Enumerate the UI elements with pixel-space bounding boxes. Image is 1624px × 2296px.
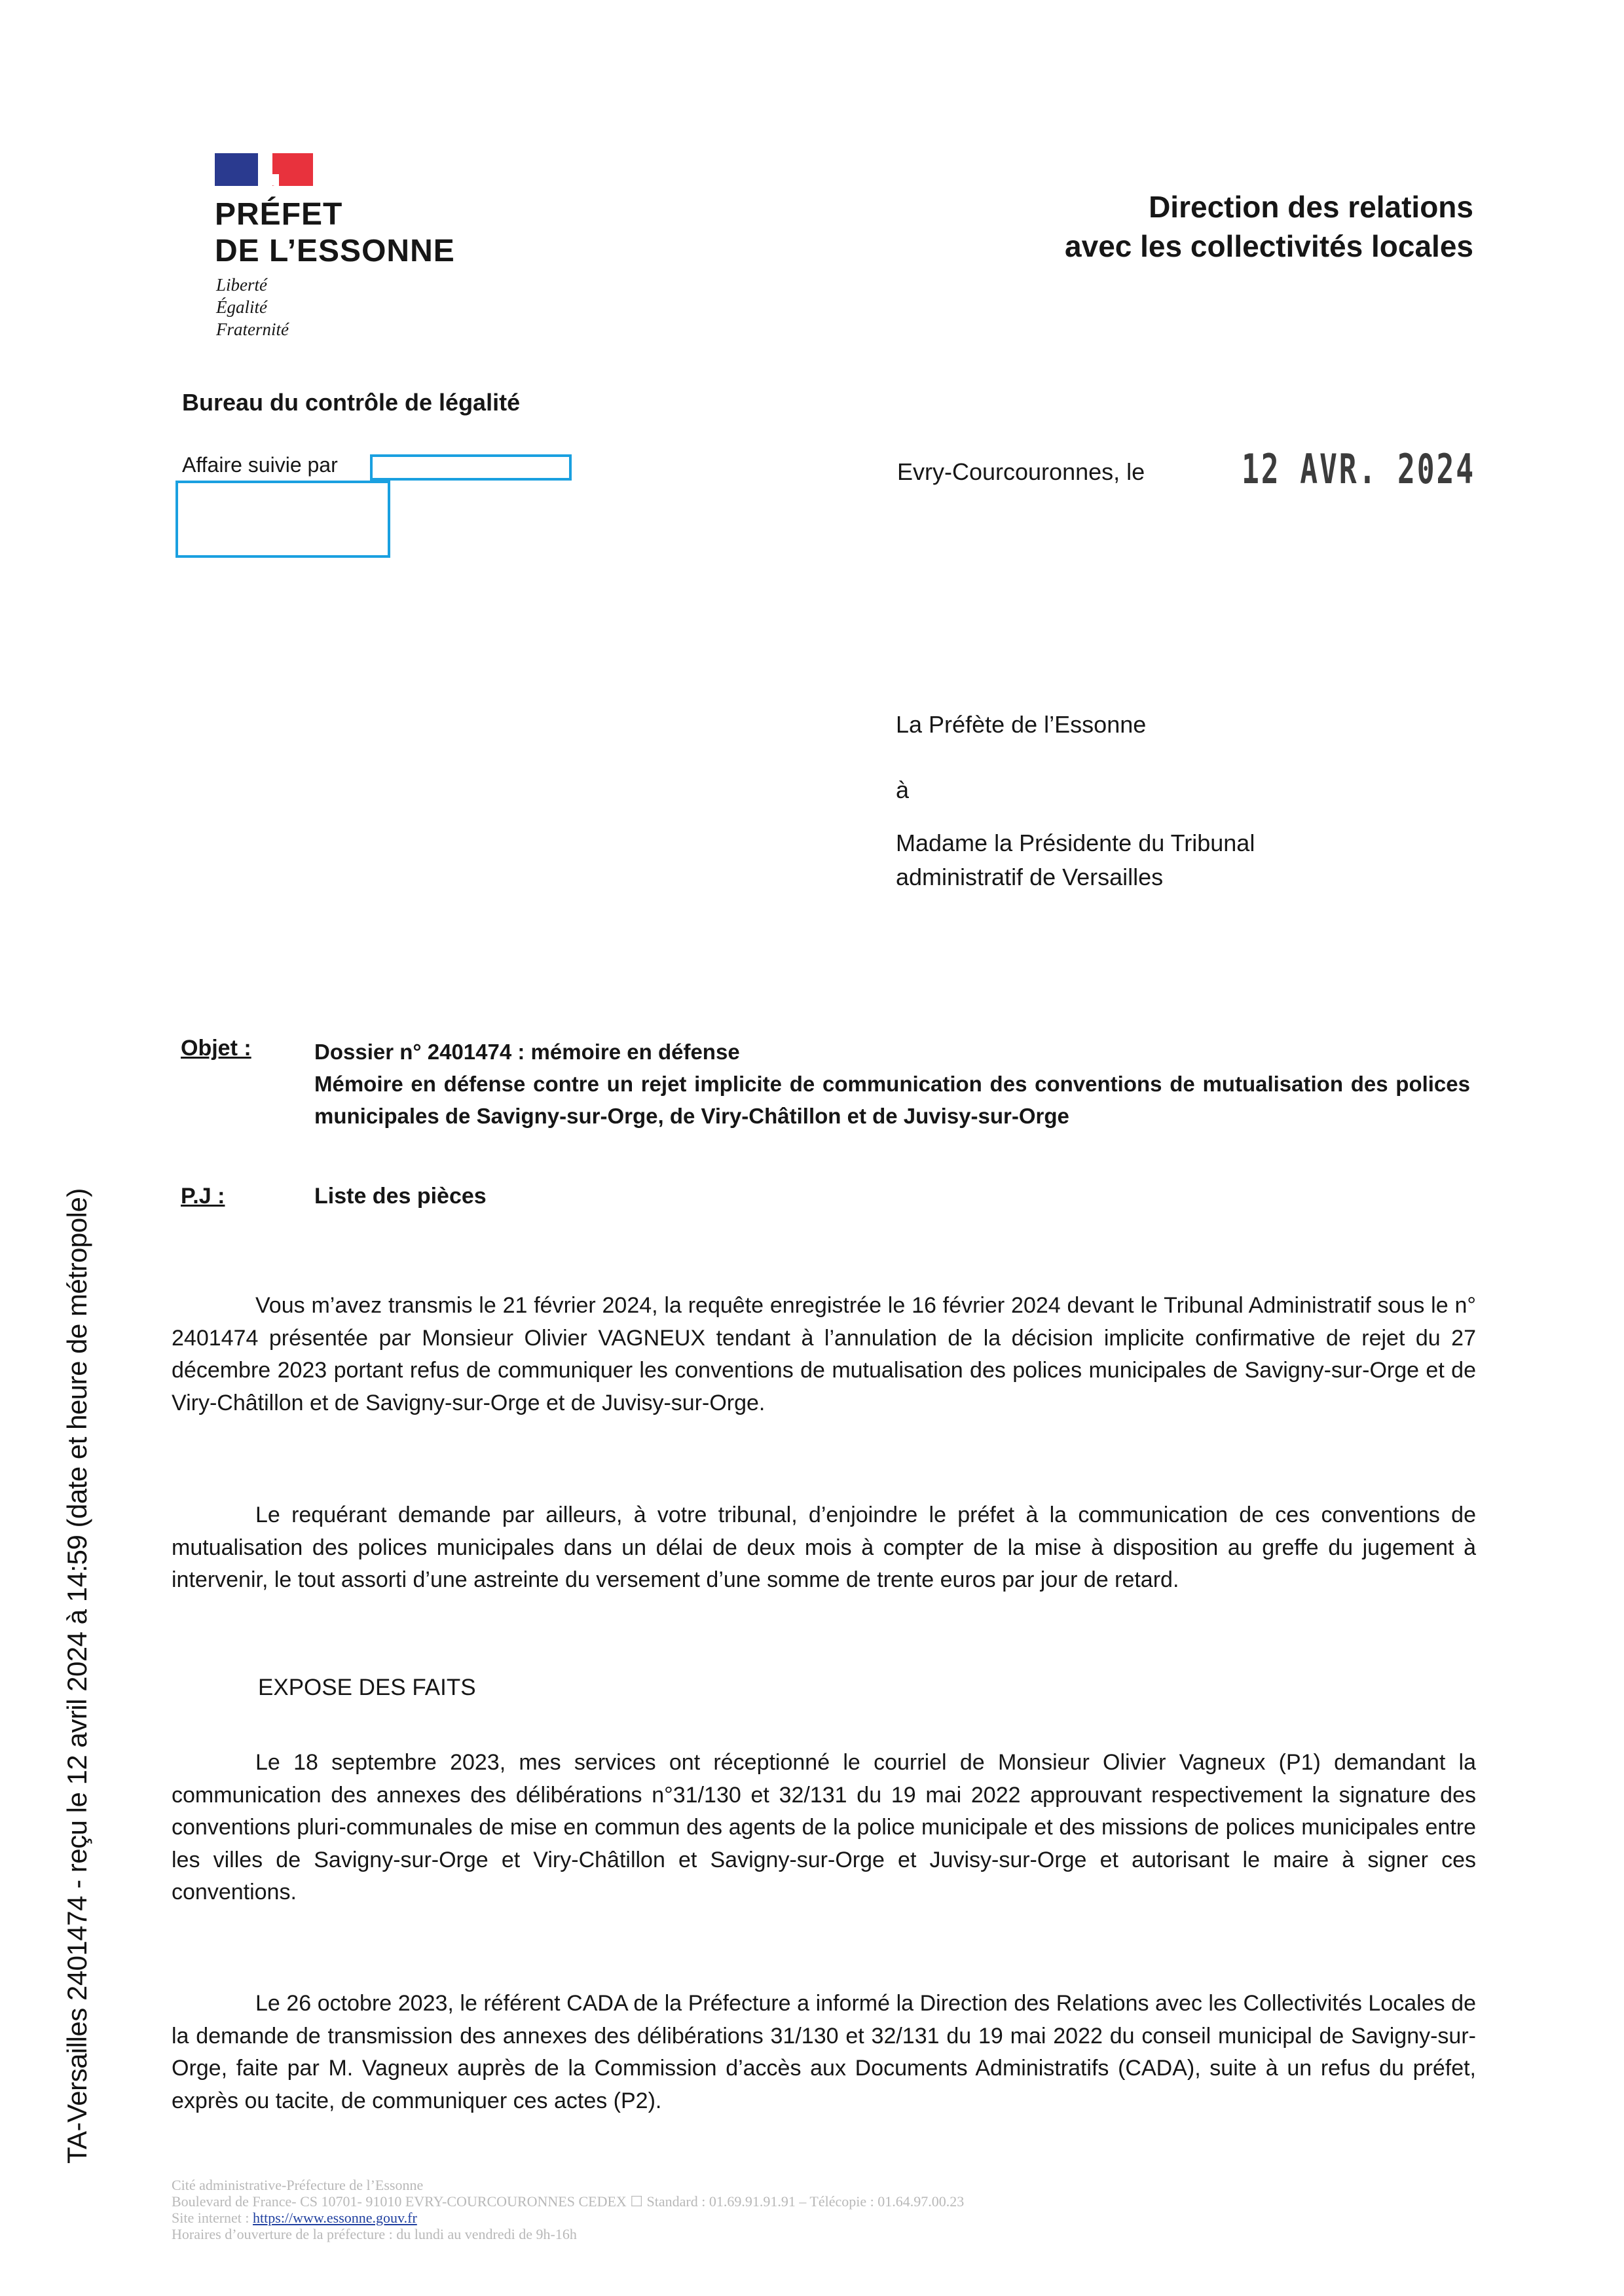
- objet-line1: Dossier n° 2401474 : mémoire en défense: [314, 1040, 740, 1064]
- objet-text: [314, 1036, 1470, 1132]
- website-link[interactable]: https://www.essonne.gouv.fr: [253, 2210, 417, 2226]
- recipient-line2: administratif de Versailles: [896, 864, 1164, 890]
- body-paragraph-3: [172, 1747, 1476, 1909]
- direction-line1: Direction des relations: [1149, 190, 1473, 224]
- motto-liberte: Liberté: [216, 275, 267, 295]
- sender: La Préfète de l’Essonne: [896, 711, 1147, 738]
- affaire-suivie-label: Affaire suivie par: [182, 453, 338, 477]
- paragraph-text: Vous m’avez transmis le 21 février 2024, la requête enregistrée le 16 février 2024 devant le Tribunal Administratif sous le n° 2401474 présentée par Monsieur Olivier VAGNEUX tendant à l’annulation de la décision implicite confirmative de rejet du 27 décembre 2023 portant refus de communiquer les conventions de mutualisation des polices municipales de Savigny-sur-Orge et de Viry-Châtillon et de Savigny-sur-Orge et de Juvisy-sur-Orge.: [172, 1293, 1476, 1415]
- flag-notch: [270, 174, 279, 186]
- recipient: [896, 826, 1255, 894]
- paragraph-text: Le 26 octobre 2023, le référent CADA de la Préfecture a informé la Direction des Relations avec les Collectivités Locales de la demande de transmission des annexes des délibérations 31/130 et 32/131 du 19 mai 2022 du conseil municipal de Savigny-sur-Orge, faite par M. Vagneux auprès de la Commission d’accès aux Documents Administratifs (CADA), suite à un refus du préfet, exprès ou tacite, de communiquer ces actes (P2).: [172, 1991, 1476, 2113]
- body-paragraph-4: [172, 1988, 1476, 2117]
- prefecture-title-line2: DE L’ESSONNE: [215, 234, 455, 268]
- footer-hours: Horaires d’ouverture de la préfecture : du lundi au vendredi de 9h-16h: [172, 2226, 577, 2242]
- prefecture-title-line1: PRÉFET: [215, 197, 343, 232]
- republic-motto: [216, 274, 289, 340]
- objet-line2: Mémoire en défense contre un rejet implicite de communication des conventions de mutualisation des polices municipales de Savigny-sur-Orge, de Viry-Châtillon et de Juvisy-sur-Orge: [314, 1072, 1470, 1128]
- footer: [172, 2177, 964, 2242]
- footer-website: [172, 2210, 964, 2226]
- paragraph-text: Le requérant demande par ailleurs, à votre tribunal, d’enjoindre le préfet à la communication de ces conventions de mutualisation des polices municipales dans un délai de deux mois à compter de la mise à disposition au greffe du jugement à intervenir, le tout assorti d’une astreinte du versement d’une somme de trente euros par jour de retard.: [172, 1503, 1476, 1592]
- court-reception-stamp-text: TA-Versailles 2401474 - reçu le 12 avril 2024 à 14:59 (date et heure de métropole): [62, 1188, 92, 2164]
- redacted-name-box: [370, 454, 572, 481]
- flag-blue-band: [215, 153, 258, 186]
- redacted-contact-box: [175, 481, 390, 558]
- footer-website-label: Site internet :: [172, 2210, 253, 2226]
- prefecture-title: [215, 196, 455, 270]
- paragraph-text: Le 18 septembre 2023, mes services ont réceptionné le courriel de Monsieur Olivier Vagneux (P1) demandant la communication des annexes des délibérations n°31/130 et 32/131 du 19 mai 2022 approuvant respectivement la signature des conventions pluri-communales de mise en commun des agents de la police municipale et des missions de polices municipales entre les villes de Savigny-sur-Orge et Viry-Châtillon et Savigny-sur-Orge et Juvisy-sur-Orge et autorisant le maire à signer ces conventions.: [172, 1750, 1476, 1904]
- direction-line2: avec les collectivités locales: [1065, 229, 1473, 263]
- marianne-flag-icon: [215, 152, 313, 187]
- pj-label: P.J :: [181, 1184, 225, 1209]
- body-paragraph-2: [172, 1499, 1476, 1597]
- footer-address-line1: Cité administrative-Préfecture de l’Essonne: [172, 2177, 424, 2193]
- objet-label: Objet :: [181, 1036, 251, 1061]
- motto-egalite: Égalité: [216, 297, 267, 317]
- body-paragraph-1: [172, 1290, 1476, 1419]
- pj-text: Liste des pièces: [314, 1184, 487, 1209]
- recipient-line1: Madame la Présidente du Tribunal: [896, 829, 1255, 856]
- motto-fraternite: Fraternité: [216, 319, 289, 339]
- address-to: à: [896, 776, 910, 803]
- place-label: Evry-Courcouronnes, le: [897, 458, 1145, 485]
- footer-address-line2: Boulevard de France- CS 10701- 91010 EVRY-COURCOURONNES CEDEX ☐ Standard : 01.69.91.91.91 – Télécopie : 01.64.97.00.23: [172, 2193, 965, 2210]
- bureau-name: Bureau du contrôle de légalité: [182, 389, 521, 416]
- section-title: EXPOSE DES FAITS: [258, 1675, 476, 1700]
- date-stamp: 12 AVR. 2024: [1242, 445, 1476, 493]
- direction-heading: [1065, 187, 1473, 266]
